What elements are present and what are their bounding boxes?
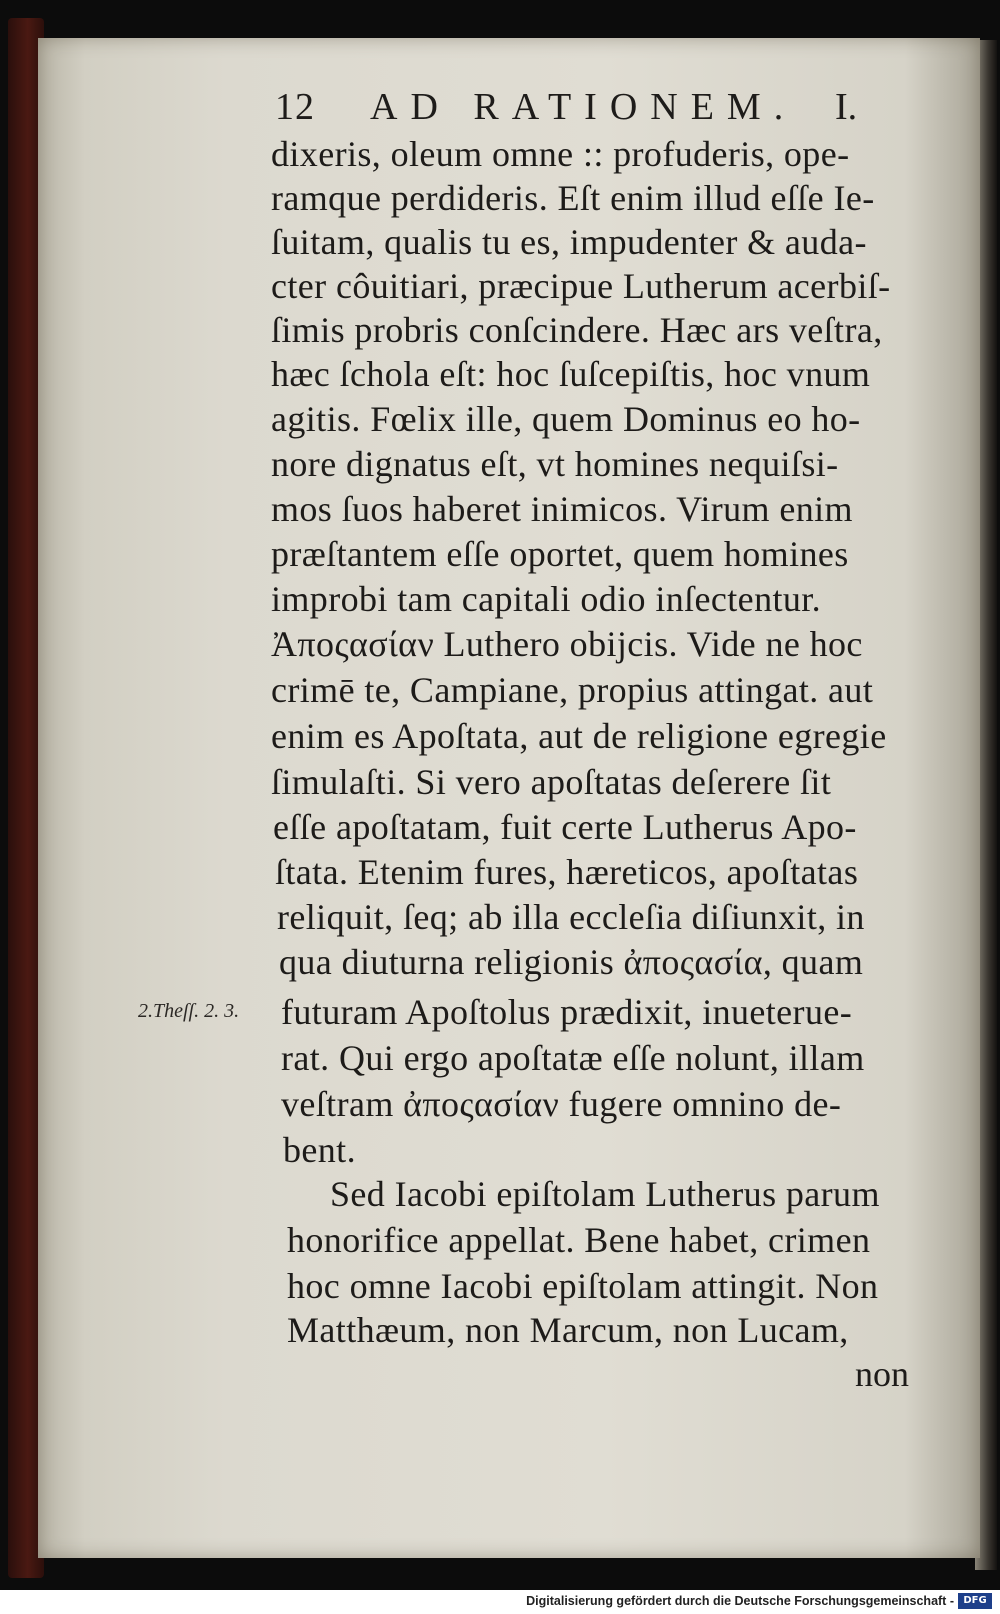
text-line: ſimis probris conſcindere. Hæc ars veſtra, xyxy=(271,310,883,350)
text-line: agitis. Fœlix ille, quem Dominus eo ho- xyxy=(271,399,861,439)
running-header xyxy=(275,85,875,135)
text-line: qua diuturna religionis ἀποςασία, quam xyxy=(279,942,864,982)
text-line: bent. xyxy=(283,1130,356,1170)
text-line: præſtantem eſſe oportet, quem homines xyxy=(271,534,849,574)
text-line: rat. Qui ergo apoſtatæ eſſe nolunt, illam xyxy=(281,1038,865,1078)
footer-credit: Digitalisierung gefördert durch die Deutsche Forschungsgemeinschaft - xyxy=(526,1594,954,1608)
section-number: I. xyxy=(835,86,858,128)
text-line: honorifice appellat. Bene habet, crimen xyxy=(287,1220,871,1260)
text-line: reliquit, ſeq; ab illa eccleſia diſiunxit, in xyxy=(277,897,865,937)
text-line: ſtata. Etenim fures, hæreticos, apoſtatas xyxy=(275,852,859,892)
text-line: eſſe apoſtatam, fuit certe Lutherus Apo- xyxy=(273,807,857,847)
text-line: dixeris, oleum omne :: profuderis, ope- xyxy=(271,134,850,174)
text-line: ramque perdideris. Eſt enim illud eſſe Ie- xyxy=(271,178,875,218)
dfg-logo-icon: DFG xyxy=(958,1593,992,1609)
margin-note: 2.Theſſ. 2. 3. xyxy=(138,1000,240,1022)
text-line: ſimulaſti. Si vero apoſtatas deſerere ſit xyxy=(271,762,832,802)
text-line: veſtram ἀποςασίαν fugere omnino de- xyxy=(281,1084,842,1124)
text-line: Ἀποςασίαν Luthero obijcis. Vide ne hoc xyxy=(271,624,863,664)
text-line: improbi tam capitali odio inſectentur. xyxy=(271,579,822,619)
text-line: cter côuitiari, præcipue Lutherum acerbiſ- xyxy=(271,266,891,306)
text-line: Sed Iacobi epiſtolam Lutherus parum xyxy=(330,1174,880,1214)
running-title: AD RATIONEM. xyxy=(370,86,797,128)
text-line: enim es Apoſtata, aut de religione egregie xyxy=(271,716,887,756)
text-line: mos ſuos haberet inimicos. Virum enim xyxy=(271,489,853,529)
text-line: futuram Apoſtolus prædixit, inueterue- xyxy=(281,992,853,1032)
text-line: crimē te, Campiane, propius attingat. aut xyxy=(271,670,874,710)
text-line: nore dignatus eſt, vt homines nequiſsi- xyxy=(271,444,839,484)
page-number: 12 xyxy=(275,86,315,128)
text-line: ſuitam, qualis tu es, impudenter & auda- xyxy=(271,222,867,262)
text-line: hoc omne Iacobi epiſtolam attingit. Non xyxy=(287,1266,879,1306)
text-line: Matthæum, non Marcum, non Lucam, xyxy=(287,1310,849,1350)
footer-bar xyxy=(0,1590,1000,1614)
text-line: hæc ſchola eſt: hoc ſuſcepiſtis, hoc vnum xyxy=(271,354,871,394)
catchword: non xyxy=(855,1354,909,1394)
